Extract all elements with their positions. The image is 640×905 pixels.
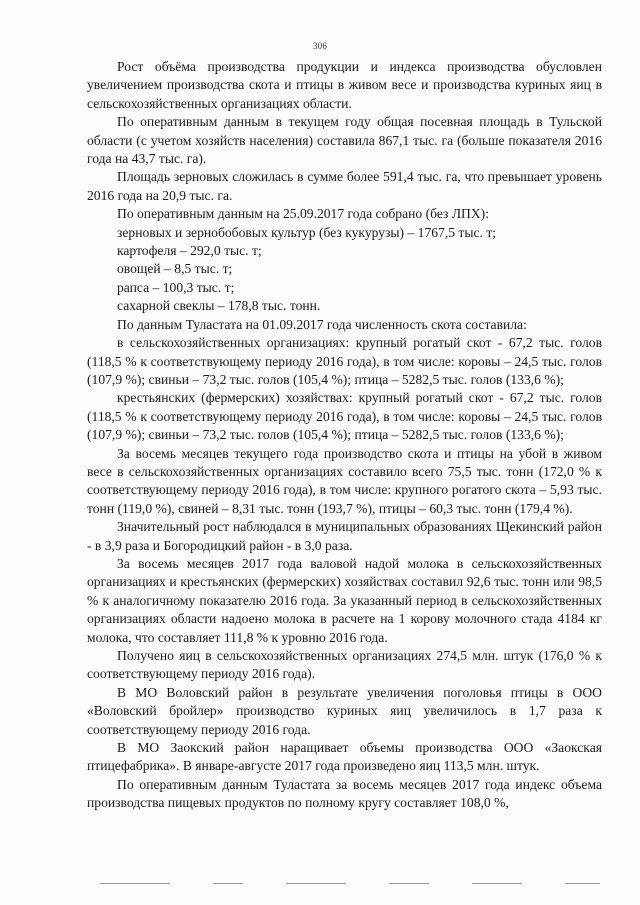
paragraph: По данным Туластата на 01.09.2017 года численность скота составила: — [117, 316, 527, 332]
list-item: зерновых и зернобобовых культур (без кукурузы) – 1767,5 тыс. т; — [117, 224, 497, 240]
paragraph: В МО Заокский район наращивает объемы производства ООО «Заокская птицефабрика». В январе-августе 2017 года произведено яиц 113,5 млн. штук. — [87, 740, 602, 774]
list-item: рапса – 100,3 тыс. т; — [117, 279, 235, 295]
paragraph: По оперативным данным в текущем году общая посевная площадь в Тульской области (с учетом хозяйств населения) составила 867,1 тыс. га (больше показателя 2016 года на 43,7 тыс. га). — [87, 114, 602, 167]
scan-mark — [389, 883, 429, 884]
scan-mark — [472, 883, 522, 884]
paragraph: Значительный рост наблюдался в муниципальных образованиях Щекинский район - в 3,9 раза и Богородицкий район - в 3,0 раза. — [87, 519, 602, 553]
paragraph: В МО Воловский район в результате увеличения поголовья птицы в ООО «Воловский бройлер» производство куриных яиц увеличилось в 1,7 раза к соответствующему периоду 2016 года. — [87, 684, 602, 737]
list-item: картофеля – 292,0 тыс. т; — [117, 243, 262, 259]
page-number: 306 — [312, 41, 328, 51]
paragraph: По оперативным данным на 25.09.2017 года собрано (без ЛПХ): — [117, 206, 489, 222]
paragraph: Рост объёма производства продукции и индекса производства обусловлен увеличением производства скота и птицы в живом весе и производства куриных яиц в сельскохозяйственных организациях области. — [87, 59, 602, 111]
scan-edge-marks — [100, 883, 600, 886]
paragraph: За восемь месяцев 2017 года валовой надой молока в сельскохозяйственных организациях и крестьянских (фермерских) хозяйствах составил 92,6 тыс. тонн или 98,5 % к аналогичному показателю 2016 года. За указанный период в сельскохозяйственных организациях области надоено молока в расчете на 1 корову молочного стада 4184 кг молока, что составляет 111,8 % к уровню 2016 года. — [87, 555, 602, 645]
paragraph: За восемь месяцев текущего года производство скота и птицы на убой в живом весе в сельскохозяйственных организациях составило всего 75,5 тыс. тонн (172,0 % к соответствующему периоду 2016 года), в том числе: крупного рогатого скота – 5,93 тыс. тонн (119,0 %), свиней – 8,31 тыс. тонн (193,7 %), птицы – 60,3 тыс. тонн (179,4 %). — [87, 445, 602, 516]
document-body — [87, 58, 602, 813]
list-item: овощей – 8,5 тыс. т; — [117, 261, 233, 277]
paragraph: Площадь зерновых сложилась в сумме более 591,4 тыс. га, что превышает уровень 2016 года на 20,9 тыс. га. — [87, 169, 602, 203]
paragraph: По оперативным данным Туластата за восемь месяцев 2017 года индекс объема производства пищевых продуктов по полному кругу составляет 108,0 %, — [87, 776, 602, 811]
paragraph: в сельскохозяйственных организациях: крупный рогатый скот - 67,2 тыс. голов (118,5 % к соответствующему периоду 2016 года), в том числе: коровы – 24,5 тыс. голов (107,9 %); свиньи – 73,2 тыс. голов (105,4 %); птица – 5282,5 тыс. голов (133,6 %); — [87, 335, 602, 387]
paragraph: крестьянских (фермерских) хозяйствах: крупный рогатый скот - 67,2 тыс. голов (118,5 % к соответствующему периоду 2016 года), в том числе: коровы – 24,5 тыс. голов (107,9 %); свиньи – 73,2 тыс. голов (105,4 %); птица – 5282,5 тыс. голов (133,6 %); — [87, 390, 602, 443]
paragraph: Получено яиц в сельскохозяйственных организациях 274,5 млн. штук (176,0 % к соответствующему периоду 2016 года). — [87, 648, 602, 682]
scan-mark — [565, 883, 600, 884]
list-item: сахарной свеклы – 178,8 тыс. тонн. — [117, 298, 321, 314]
scan-mark — [213, 883, 243, 884]
scan-mark — [100, 883, 170, 884]
scan-mark — [286, 883, 346, 884]
